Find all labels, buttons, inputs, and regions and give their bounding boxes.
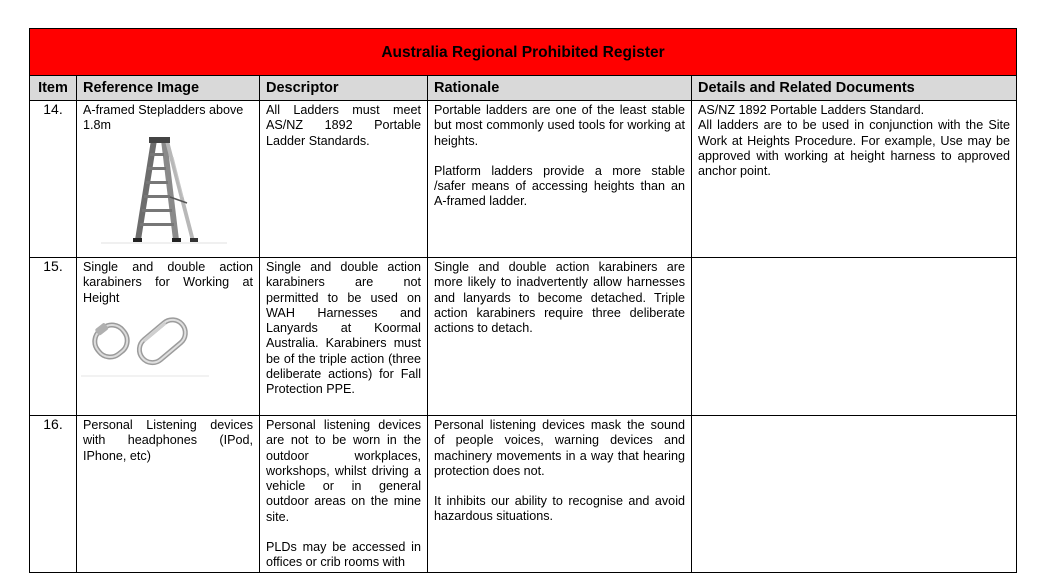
descriptor-cell xyxy=(260,258,428,416)
column-header-reference-image: Reference Image xyxy=(77,76,260,101)
register-title-cell xyxy=(30,29,1017,76)
header-row xyxy=(30,76,1017,101)
rationale-cell xyxy=(428,101,692,258)
reference-cell xyxy=(77,258,260,416)
item-number: 14. xyxy=(30,101,77,258)
item-number: 16. xyxy=(30,416,77,573)
rationale-paragraph: Single and double action karabiners are more likely to inadvertently allow harnesses and lanyards to become detached. Triple action karabiners require three deliberate actions to detach. xyxy=(434,260,685,336)
rationale-paragraph: It inhibits our ability to recognise and avoid hazardous situations. xyxy=(434,494,685,524)
table-row xyxy=(30,258,1017,416)
reference-cell xyxy=(77,101,260,258)
reference-text: A-framed Stepladders above 1.8m xyxy=(83,103,244,133)
register-title: Australia Regional Prohibited Register xyxy=(381,44,665,61)
rationale-paragraph: Portable ladders are one of the least stable but most commonly used tools for working at heights. xyxy=(434,103,685,148)
reference-text: Personal Listening devices with headphones (IPod, IPhone, etc) xyxy=(83,418,253,463)
rationale-paragraph: Personal listening devices mask the sound of people voices, warning devices and machinery movements in a way that hearing protection does not. xyxy=(434,418,685,478)
descriptor-cell xyxy=(260,416,428,573)
prohibited-register-table xyxy=(29,28,1017,573)
descriptor-text: Single and double action karabiners are not permitted to be used on WAH Harnesses and Lanyards at Koormal Australia. Karabiners must be of the triple action (three deliberate actions) for Fall Protection PPE. xyxy=(266,260,421,397)
descriptor-paragraph: PLDs may be accessed in offices or crib rooms with xyxy=(266,540,421,570)
rationale-cell xyxy=(428,416,692,573)
details-paragraph: All ladders are to be used in conjunction with the Site Work at Heights Procedure. For example, Use may be approved with working at height harness to approved anchor point. xyxy=(698,118,1011,179)
details-cell xyxy=(692,416,1017,573)
table-row xyxy=(30,101,1017,258)
details-cell xyxy=(692,101,1017,258)
column-header-details: Details and Related Documents xyxy=(692,76,1017,101)
rationale-paragraph: Platform ladders provide a more stable /safer means of accessing heights than an A-framed ladder. xyxy=(434,163,685,209)
descriptor-text: All Ladders must meet AS/NZ 1892 Portable Ladder Standards. xyxy=(266,103,421,148)
stepladder-image xyxy=(83,134,253,251)
details-paragraph: AS/NZ 1892 Portable Ladders Standard. xyxy=(698,103,925,117)
item-number: 15. xyxy=(30,258,77,416)
column-header-item: Item xyxy=(30,76,77,101)
descriptor-cell xyxy=(260,101,428,258)
table-row xyxy=(30,416,1017,573)
descriptor-paragraph: Personal listening devices are not to be worn in the outdoor workplaces, workshops, whilst driving a vehicle or in general outdoor areas on the mine site. xyxy=(266,418,421,524)
details-cell xyxy=(692,258,1017,416)
column-header-descriptor: Descriptor xyxy=(260,76,428,101)
reference-cell xyxy=(77,416,260,573)
reference-text: Single and double action karabiners for Working at Height xyxy=(83,260,253,305)
title-row xyxy=(30,29,1017,76)
column-header-rationale: Rationale xyxy=(428,76,692,101)
karabiners-image xyxy=(83,306,253,382)
rationale-cell xyxy=(428,258,692,416)
